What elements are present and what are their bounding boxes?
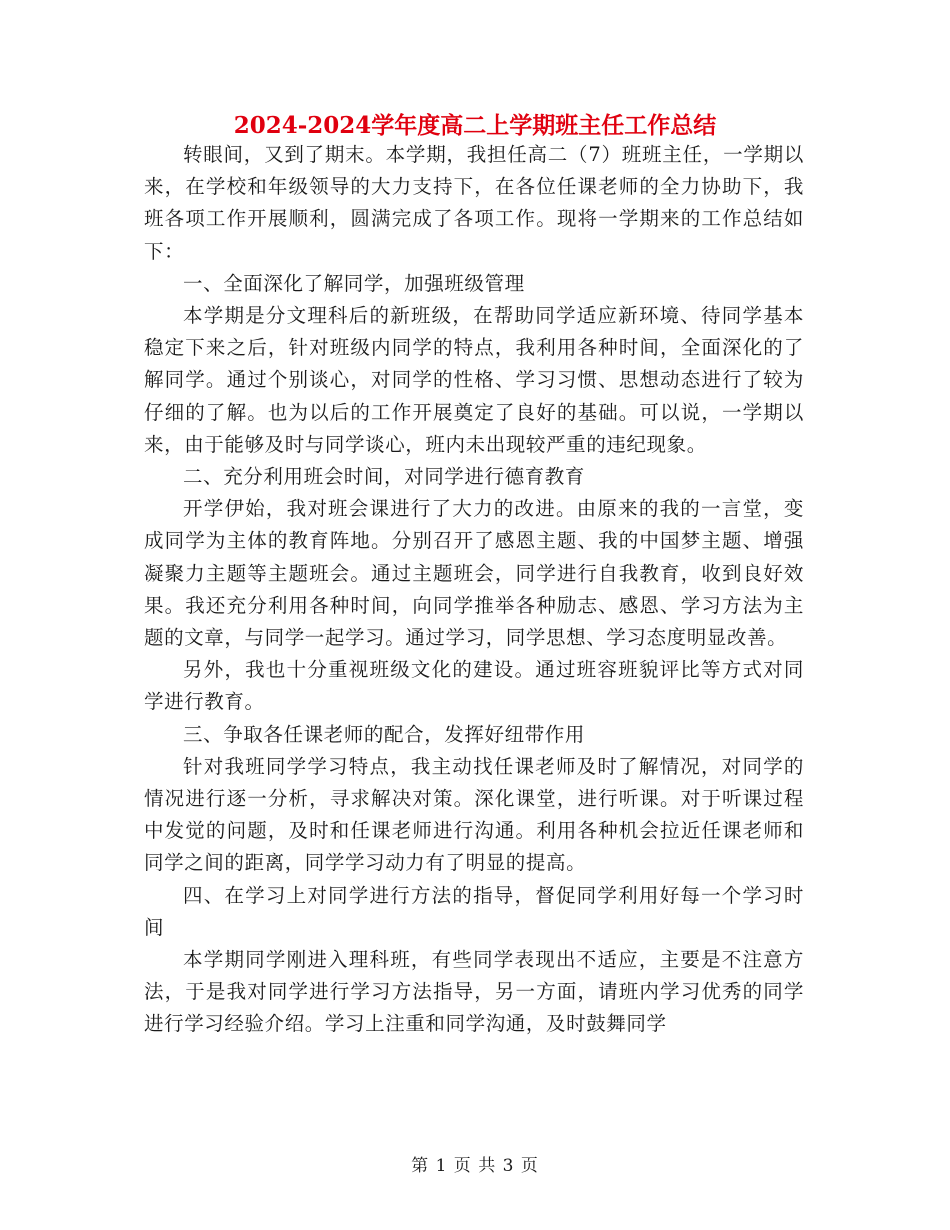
body-paragraph: 本学期同学刚进入理科班，有些同学表现出不适应，主要是不注意方法，于是我对同学进行学习方法指导，另一方面，请班内学习优秀的同学进行学习经验介绍。学习上注重和同学沟通，及时鼓舞同学 bbox=[144, 948, 804, 1036]
section-heading-4: 四、在学习上对同学进行方法的指导，督促同学利用好每一个学习时间 bbox=[144, 883, 804, 939]
section-heading-1: 一、全面深化了解同学，加强班级管理 bbox=[183, 271, 525, 295]
intro-paragraph: 转眼间，又到了期末。本学期，我担任高二（7）班班主任，一学期以来，在学校和年级领导的大力支持下，在各位任课老师的全力协助下，我班各项工作开展顺利，圆满完成了各项工作。现将一学期来的工作总结如下： bbox=[144, 143, 804, 263]
document-title: 2024-2024学年度高二上学期班主任工作总结 bbox=[233, 112, 717, 139]
section-heading-3: 三、争取各任课老师的配合，发挥好纽带作用 bbox=[183, 722, 586, 746]
page-number-footer: 第 1 页 共 3 页 bbox=[411, 1156, 539, 1176]
body-paragraph: 本学期是分文理科后的新班级，在帮助同学适应新环境、待同学基本稳定下来之后，针对班级内同学的特点，我利用各种时间，全面深化的了解同学。通过个别谈心，对同学的性格、学习习惯、思想动态进行了较为仔细的了解。也为以后的工作开展奠定了良好的基础。可以说，一学期以来，由于能够及时与同学谈心，班内未出现较严重的违纪现象。 bbox=[144, 304, 804, 456]
body-paragraph: 开学伊始，我对班会课进行了大力的改进。由原来的我的一言堂，变成同学为主体的教育阵地。分别召开了感恩主题、我的中国梦主题、增强凝聚力主题等主题班会。通过主题班会，同学进行自我教育，收到良好效果。我还充分利用各种时间，向同学推举各种励志、感恩、学习方法为主题的文章，与同学一起学习。通过学习，同学思想、学习态度明显改善。 bbox=[144, 497, 804, 650]
body-paragraph: 针对我班同学学习特点，我主动找任课老师及时了解情况，对同学的情况进行逐一分析，寻求解决对策。深化课堂，进行听课。对于听课过程中发觉的问题，及时和任课老师进行沟通。利用各种机会拉近任课老师和同学之间的距离，同学学习动力有了明显的提高。 bbox=[144, 754, 804, 875]
body-paragraph: 另外，我也十分重视班级文化的建设。通过班容班貌评比等方式对同学进行教育。 bbox=[144, 658, 804, 714]
section-heading-2: 二、充分利用班会时间，对同学进行德育教育 bbox=[183, 465, 586, 489]
document-body bbox=[144, 139, 804, 1041]
